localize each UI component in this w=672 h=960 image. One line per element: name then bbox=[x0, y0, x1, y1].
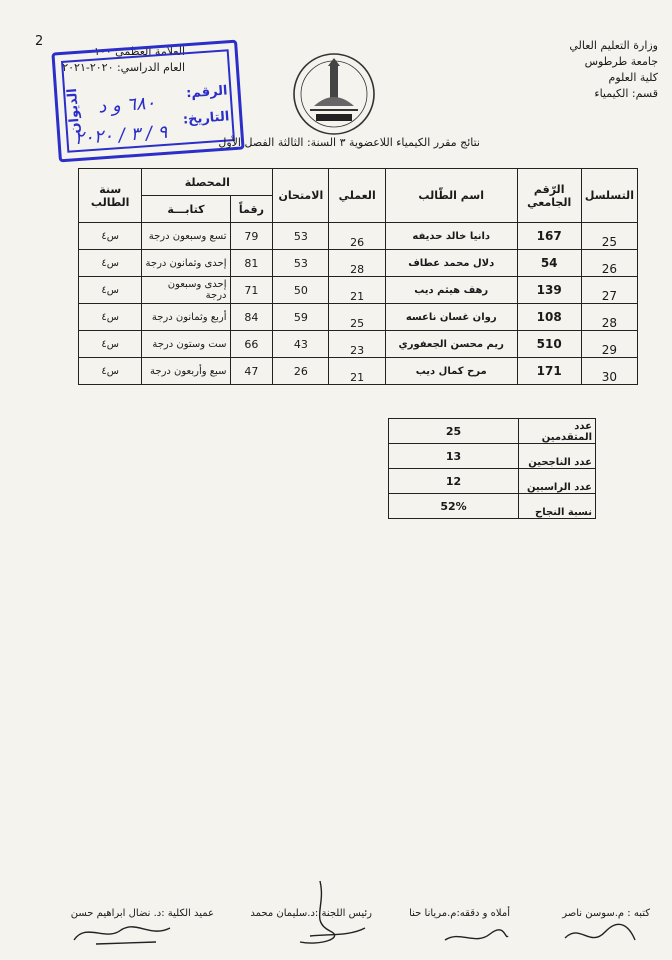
signature-dictated-by: أملاه و دققه:م.مريانا حنا bbox=[409, 908, 510, 919]
cell-name: دانيا خالد حديفه bbox=[385, 223, 517, 250]
header-practical: العملي bbox=[329, 169, 385, 223]
department-name: قسم: الكيمياء bbox=[594, 87, 658, 100]
handwritten-signature-icon bbox=[560, 918, 640, 954]
stamp-date-value: ٩ / ٣ / ٢٠٢٠ bbox=[73, 121, 169, 150]
handwritten-signature-icon bbox=[66, 912, 176, 952]
table-row bbox=[79, 358, 638, 385]
stamp-side-text: الديوان bbox=[64, 87, 84, 135]
summary-value-failed: 12 bbox=[389, 469, 519, 494]
cell-exam: 26 bbox=[273, 358, 329, 385]
header-total-word: كتابـــة bbox=[142, 196, 230, 223]
summary-value-passed: 13 bbox=[389, 444, 519, 469]
table-row bbox=[79, 331, 638, 358]
summary-row bbox=[389, 469, 596, 494]
cell-uni-id: 54 bbox=[517, 250, 581, 277]
header-uni-id: الرّقم الجامعي bbox=[517, 169, 581, 223]
header-total-num: رقماً bbox=[230, 196, 273, 223]
signature-committee-head: رئيس اللجنة :د.سليمان محمد bbox=[250, 908, 372, 919]
cell-year: س٤ bbox=[79, 358, 142, 385]
summary-table bbox=[388, 418, 596, 519]
right-header bbox=[498, 38, 658, 102]
summary-value-applicants: 25 bbox=[389, 419, 519, 444]
cell-exam: 59 bbox=[273, 304, 329, 331]
header-year: سنة الطالب bbox=[79, 169, 142, 223]
cell-total-num: 84 bbox=[230, 304, 273, 331]
cell-total-word: سبع وأربعون درجة bbox=[142, 358, 230, 385]
cell-name: روان غسان ناعسه bbox=[385, 304, 517, 331]
cell-name: مرح كمال ديب bbox=[385, 358, 517, 385]
cell-practical: 25 bbox=[329, 304, 385, 331]
cell-seq: 28 bbox=[581, 304, 637, 331]
max-mark: العلامة العظمى ١٠٠ bbox=[93, 45, 185, 58]
cell-total-num: 66 bbox=[230, 331, 273, 358]
cell-practical: 21 bbox=[329, 358, 385, 385]
faculty-name: كلية العلوم bbox=[608, 71, 658, 84]
handwritten-signature-icon bbox=[440, 926, 510, 950]
stamp-number-value: ٦٨٠ و د bbox=[97, 92, 157, 118]
page-number: 2 bbox=[35, 34, 44, 49]
cell-exam: 43 bbox=[273, 331, 329, 358]
cell-total-word: أربع وثمانون درجة bbox=[142, 304, 230, 331]
signature-written-by: كتبه : م.سوسن ناصر bbox=[562, 908, 650, 919]
cell-exam: 53 bbox=[273, 223, 329, 250]
cell-exam: 53 bbox=[273, 250, 329, 277]
summary-row bbox=[389, 444, 596, 469]
cell-name: دلال محمد عطاف bbox=[385, 250, 517, 277]
cell-seq: 27 bbox=[581, 277, 637, 304]
table-row bbox=[79, 277, 638, 304]
cell-total-word: ست وستون درجة bbox=[142, 331, 230, 358]
table-row bbox=[79, 250, 638, 277]
cell-year: س٤ bbox=[79, 331, 142, 358]
summary-label-applicants: عدد المتقدمين bbox=[519, 419, 596, 444]
cell-name: ريم محسن الجعفوري bbox=[385, 331, 517, 358]
cell-year: س٤ bbox=[79, 250, 142, 277]
cell-total-word: تسع وسبعون درجة bbox=[142, 223, 230, 250]
subject-line: نتائج مقرر الكيمياء اللاعضوية ٣ السنة: الثالثة الفصل الأول bbox=[218, 136, 480, 149]
header-exam: الامتحان bbox=[273, 169, 329, 223]
signature-dean: عميد الكلية :د. نضال ابراهيم حسن bbox=[70, 908, 214, 919]
header-name: اسم الطّالب bbox=[385, 169, 517, 223]
table-row bbox=[79, 304, 638, 331]
cell-total-num: 47 bbox=[230, 358, 273, 385]
cell-uni-id: 108 bbox=[517, 304, 581, 331]
summary-label-failed: عدد الراسبين bbox=[519, 469, 596, 494]
table-header-row bbox=[79, 169, 638, 196]
cell-practical: 26 bbox=[329, 223, 385, 250]
cell-year: س٤ bbox=[79, 277, 142, 304]
summary-label-passed: عدد الناجحين bbox=[519, 444, 596, 469]
cell-seq: 26 bbox=[581, 250, 637, 277]
stamp-number-label: الرقم: bbox=[185, 83, 229, 102]
cell-exam: 50 bbox=[273, 277, 329, 304]
summary-row bbox=[389, 419, 596, 444]
cell-total-word: إحدى وسبعون درجة bbox=[142, 277, 230, 304]
university-name: جامعة طرطوس bbox=[584, 55, 658, 68]
results-table bbox=[78, 168, 638, 385]
cell-seq: 25 bbox=[581, 223, 637, 250]
stamp-date-label: التاريخ: bbox=[182, 109, 230, 128]
ministry-name: وزارة التعليم العالي bbox=[569, 39, 658, 52]
cell-total-word: إحدى وثمانون درجة bbox=[142, 250, 230, 277]
cell-practical: 21 bbox=[329, 277, 385, 304]
handwritten-signature-icon bbox=[290, 876, 370, 956]
summary-value-pass-rate: 52% bbox=[389, 494, 519, 519]
cell-uni-id: 171 bbox=[517, 358, 581, 385]
header-total: المحصلة bbox=[142, 169, 273, 196]
cell-total-num: 71 bbox=[230, 277, 273, 304]
cell-year: س٤ bbox=[79, 223, 142, 250]
cell-seq: 30 bbox=[581, 358, 637, 385]
cell-total-num: 79 bbox=[230, 223, 273, 250]
cell-name: رهف هيثم ديب bbox=[385, 277, 517, 304]
cell-practical: 28 bbox=[329, 250, 385, 277]
cell-uni-id: 510 bbox=[517, 331, 581, 358]
header-seq: التسلسل bbox=[581, 169, 637, 223]
cell-year: س٤ bbox=[79, 304, 142, 331]
cell-uni-id: 167 bbox=[517, 223, 581, 250]
summary-label-pass-rate: نسبة النجاح bbox=[519, 494, 596, 519]
cell-seq: 29 bbox=[581, 331, 637, 358]
cell-practical: 23 bbox=[329, 331, 385, 358]
cell-uni-id: 139 bbox=[517, 277, 581, 304]
summary-row bbox=[389, 494, 596, 519]
academic-year: العام الدراسي: ٢٠٢٠-٢٠٢١ bbox=[62, 61, 185, 74]
university-logo-icon bbox=[292, 52, 376, 136]
cell-total-num: 81 bbox=[230, 250, 273, 277]
table-row bbox=[79, 223, 638, 250]
